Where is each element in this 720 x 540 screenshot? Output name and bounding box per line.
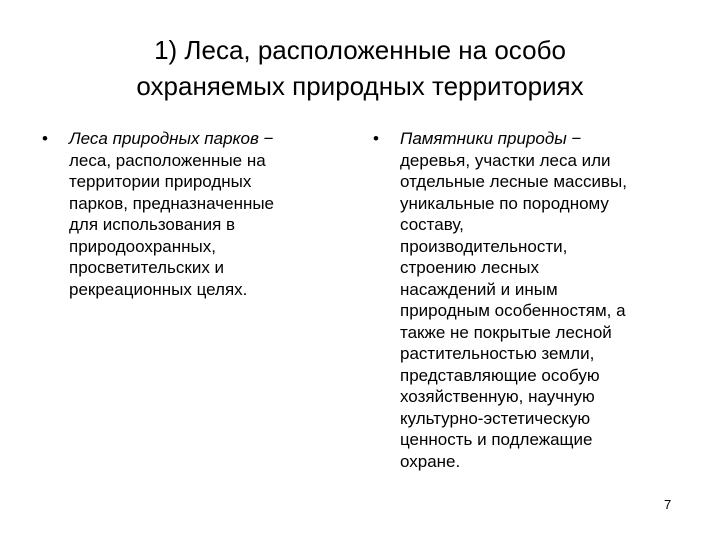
definition-line: территории природных <box>69 172 252 191</box>
definition-line: охране. <box>400 451 461 471</box>
term-natural-monuments: Памятники природы <box>400 129 567 148</box>
term-nature-parks: Леса природных парков <box>69 129 259 148</box>
definition-line: хозяйственную, научную <box>400 387 595 406</box>
definition-line: представляющие особую <box>400 365 600 385</box>
right-column <box>373 128 673 472</box>
definition-line: строению лесных <box>400 258 539 277</box>
term-dash: − <box>566 129 582 148</box>
bullet-item-nature-parks <box>42 128 337 300</box>
term-dash: − <box>258 129 274 148</box>
title-line-1: 1) Леса, расположенные на особо <box>154 35 566 65</box>
slide-title <box>60 32 660 104</box>
definition-line: насаждений и иным <box>400 279 558 299</box>
definition-line: природным особенностям, а <box>400 301 626 320</box>
bullet-item-natural-monuments <box>373 128 673 472</box>
page-number: 7 <box>664 497 672 512</box>
definition-line: просветительских и <box>69 258 225 277</box>
bullet-icon: • <box>373 129 379 148</box>
bullet-icon: • <box>42 129 48 148</box>
definition-line: уникальные по породному <box>400 193 609 213</box>
definition-line: отдельные лесные массивы, <box>400 172 627 191</box>
definition-line: природоохранных, <box>69 236 216 256</box>
definition-line: производительности, <box>400 236 568 256</box>
definition-line: растительностью земли, <box>400 344 595 363</box>
left-column <box>42 128 337 300</box>
definition-line: также не покрытые лесной <box>400 322 612 342</box>
definition-line: парков, предназначенные <box>69 193 275 213</box>
definition-line: культурно-эстетическую <box>400 408 591 428</box>
definition-line: составу, <box>400 215 464 234</box>
title-line-2: охраняемых природных территориях <box>136 71 584 101</box>
definition-line: для использования в <box>69 215 236 234</box>
definition-line: рекреационных целях. <box>69 279 248 299</box>
definition-line: деревья, участки леса или <box>400 150 611 170</box>
definition-line: леса, расположенные на <box>69 150 266 170</box>
definition-line: ценность и подлежащие <box>400 430 593 449</box>
